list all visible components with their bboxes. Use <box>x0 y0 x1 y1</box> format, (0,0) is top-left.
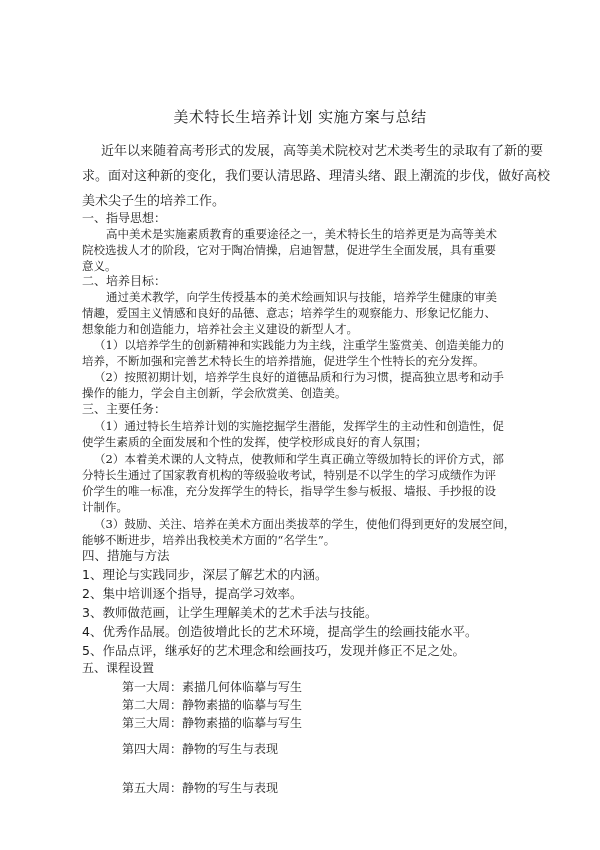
section-heading: 五、课程设置 <box>82 661 155 675</box>
list-item-text: 集中培训逐个指导，提高学习效率。 <box>102 586 303 601</box>
paragraph-line: 通过美术教学，向学生传授基本的美术绘画知识与技能，培养学生健康的审美 <box>106 290 497 304</box>
list-item-number: 2、 <box>82 586 103 601</box>
section-heading: 四、措施与方法 <box>82 548 170 563</box>
list-item-number: 3、 <box>82 605 103 620</box>
section-heading: 三、主要任务： <box>82 402 167 416</box>
paragraph-line: （1）以培养学生的创新精神和实践能力为主线，注重学生鉴赏美、创造美能力的 <box>94 338 504 352</box>
paragraph-line: 计制作。 <box>82 500 128 514</box>
paragraph-line: 操作的能力，学会自主创新，学会欣赏美、创造美。 <box>82 386 347 400</box>
course-week: 第四大周：静物的写生与表现 <box>122 742 279 756</box>
list-item-text: 优秀作品展。创造彼增此长的艺术环境，提高学生的绘画技能水平。 <box>102 624 478 639</box>
course-week: 第五大周：静物的写生与表现 <box>122 781 279 795</box>
list-item-text: 教师做范画，让学生理解美术的艺术手法与技能。 <box>102 605 378 620</box>
list-item-text: 作品点评，继承好的艺术理念和绘画技巧，发现并修正不足之处。 <box>102 643 465 658</box>
list-item <box>82 642 465 660</box>
list-item-number: 5、 <box>82 643 103 658</box>
list-item-number: 1、 <box>82 567 103 582</box>
course-week: 第三大周：静物素描的临摹与写生 <box>122 716 303 730</box>
list-item <box>82 623 477 641</box>
paragraph-line: 价学生的唯一标准，充分发挥学生的特长，指导学生参与板报、墙报、手抄报的设 <box>82 484 496 498</box>
paragraph-line: （2）按照初期计划，培养学生良好的道德品质和行为习惯，提高独立思考和动手 <box>94 370 504 384</box>
document-title: 美术特长生培养计划 实施方案与总结 <box>173 108 427 126</box>
list-item <box>82 585 302 603</box>
list-item-number: 4、 <box>82 624 103 639</box>
paragraph-line: （2）本着美术课的人文特点，使教师和学生真正确立等级加特长的评价方式，部 <box>94 452 504 466</box>
paragraph-line: 使学生素质的全面发展和个性的发挥，使学校形成良好的育人氛围； <box>82 435 427 449</box>
course-week: 第二大周：静物素描的临摹与写生 <box>122 698 303 712</box>
paragraph-line: （3）鼓励、关注、培养在美术方面出类拔萃的学生，使他们得到更好的发展空间， <box>94 517 516 531</box>
paragraph-line: 意义。 <box>82 259 117 273</box>
intro-line: 近年以来随着高考形式的发展，高等美术院校对艺术类考生的录取有了新的要 <box>101 144 544 159</box>
paragraph-line: 能够不断进步，培养出我校美术方面的“名学生”。 <box>82 533 336 547</box>
intro-line: 美术尖子生的培养工作。 <box>82 194 226 209</box>
list-item-text: 理论与实践同步，深层了解艺术的内涵。 <box>102 567 328 582</box>
paragraph-line: 分特长生通过了国家教育机构的等级验收考试，特别是不以学生的学习成绩作为评 <box>82 468 496 482</box>
paragraph-line: 想象能力和创造能力，培养社会主义建设的新型人才。 <box>82 322 358 336</box>
list-item <box>82 566 327 584</box>
paragraph-line: 院校选拔人才的阶段，它对于陶冶情操，启迪智慧，促进学生全面发展，具有重要 <box>82 243 496 257</box>
course-week: 第一大周：素描几何体临摹与写生 <box>122 680 303 694</box>
section-heading: 二、培养目标： <box>82 274 167 288</box>
paragraph-line: 情趣，爱国主义情感和良好的品德、意志；培养学生的观察能力、形象记忆能力、 <box>82 306 496 320</box>
intro-line: 求。面对这种新的变化，我们要认清思路、理清头绪、跟上潮流的步伐，做好高校 <box>82 169 551 184</box>
paragraph-line: （1）通过特长生培养计划的实施挖掘学生潜能，发挥学生的主动性和创造性，促 <box>94 419 504 433</box>
paragraph-line: 培养，不断加强和完善艺术特长生的培养措施，促进学生个性特长的充分发挥。 <box>82 354 485 368</box>
section-heading: 一、指导思想： <box>82 211 167 225</box>
paragraph-line: 高中美术是实施素质教育的重要途径之一，美术特长生的培养更是为高等美术 <box>106 227 497 241</box>
list-item <box>82 604 377 622</box>
